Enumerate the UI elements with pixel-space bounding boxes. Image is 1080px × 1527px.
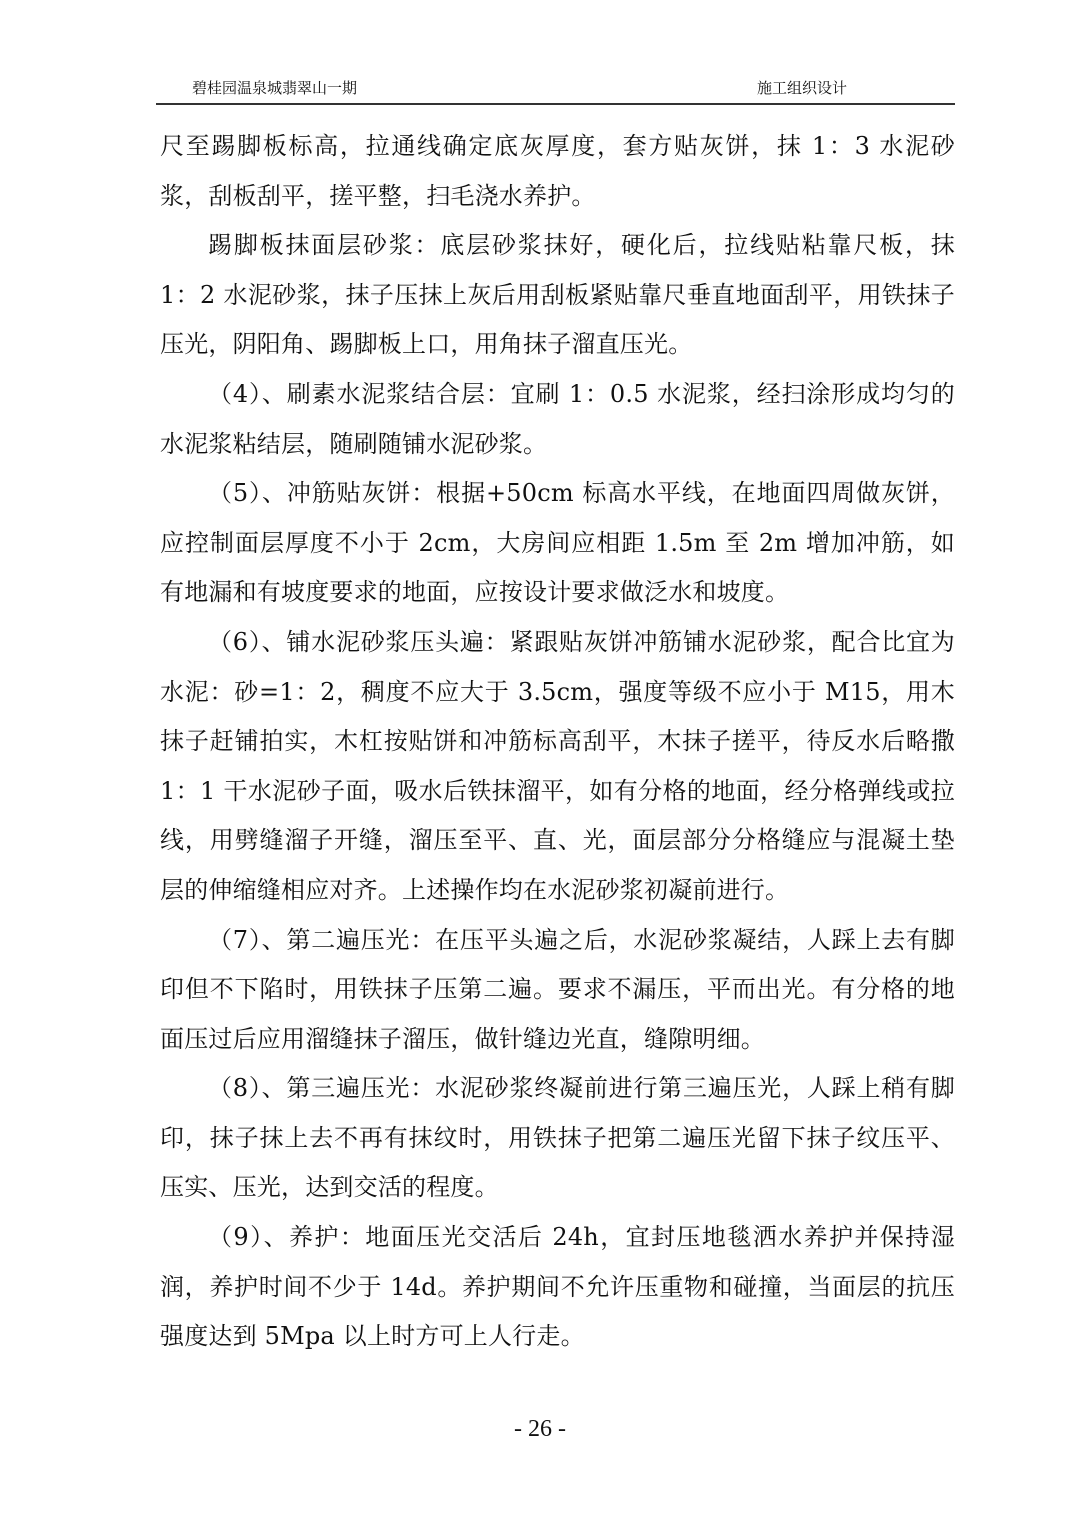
paragraph: （5）、冲筋贴灰饼：根据+50cm 标高水平线，在地面四周做灰饼，应控制面层厚度不小于 2cm，大房间应相距 1.5m 至 2m 增加冲筋，如有地漏和有坡度要求的地面，应按设计要求做泛水和坡度。 [160,479,955,607]
paragraph: （4）、刷素水泥浆结合层：宜刷 1：0.5 水泥浆，经扫涂形成均匀的水泥浆粘结层，随刷随铺水泥砂浆。 [160,379,955,458]
paragraph: （9）、养护：地面压光交活后 24h，宜封压地毯洒水养护并保持湿润，养护时间不少于 14d。养护期间不允许压重物和碰撞，当面层的抗压强度达到 5Mpa 以上时方可上人行走。 [160,1223,955,1351]
header-divider [156,103,955,105]
paragraph: 尺至踢脚板标高，拉通线确定底灰厚度，套方贴灰饼，抹 1：3 水泥砂浆，刮板刮平，搓平整，扫毛浇水养护。 [160,132,955,210]
paragraph: （8）、第三遍压光：水泥砂浆终凝前进行第三遍压光，人踩上稍有脚印，抹子抹上去不再有抹纹时，用铁抹子把第二遍压光留下抹子纹压平、压实、压光，达到交活的程度。 [160,1074,955,1202]
header-project-title: 碧桂园温泉城翡翠山一期 [192,79,358,97]
paragraph: 踢脚板抹面层砂浆：底层砂浆抹好，硬化后，拉线贴粘靠尺板，抹 1：2 水泥砂浆，抹子压抹上灰后用刮板紧贴靠尺垂直地面刮平，用铁抹子压光，阴阳角、踢脚板上口，用角抹子溜直压光。 [160,231,955,359]
page-header [160,76,955,102]
header-document-type: 施工组织设计 [756,79,847,97]
document-body [160,122,955,1362]
page-number: - 26 - [514,1416,566,1442]
paragraph: （7）、第二遍压光：在压平头遍之后，水泥砂浆凝结，人踩上去有脚印但不下陷时，用铁抹子压第二遍。要求不漏压，平而出光。有分格的地面压过后应用溜缝抹子溜压，做针缝边光直，缝隙明细。 [160,925,955,1053]
paragraph: （6）、铺水泥砂浆压头遍：紧跟贴灰饼冲筋铺水泥砂浆，配合比宜为水泥：砂=1：2，稠度不应大于 3.5cm，强度等级不应小于 M15，用木抹子赶铺拍实，木杠按贴饼和冲筋标高刮平，木抹子搓平，待反水后略撒 1：1 干水泥砂子面，吸水后铁抹溜平，如有分格的地面，经分格弹线或拉线，用劈缝溜子开缝，溜压至平、直、光，面层部分分格缝应与混凝土垫层的伸缩缝相应对齐。上述操作均在水泥砂浆初凝前进行。 [160,627,955,904]
